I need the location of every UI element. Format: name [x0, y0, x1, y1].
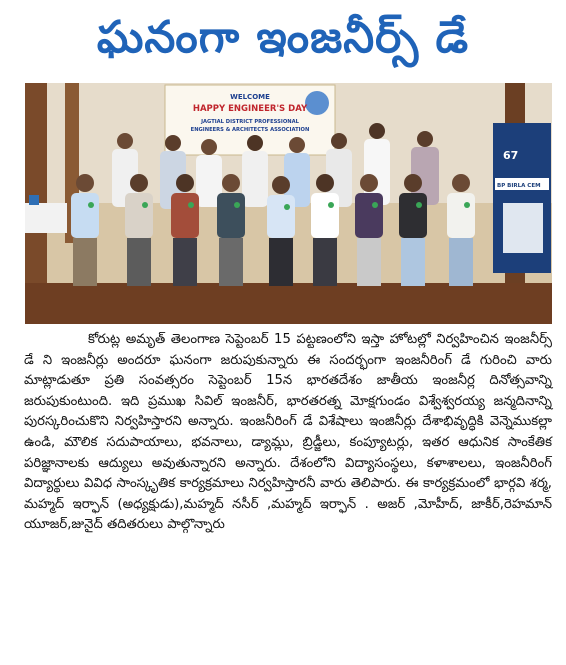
article-paragraph: కోరుట్ల అమృత్ తెలంగాణ సెప్టెంబర్ 15 పట్టణంలోని ఇస్తా హోటల్లో నిర్వహించిన ఇంజనీర్స్ డే ని ఇంజనీర్లు అందరూ ఘనంగా జరుపుకున్నారు ఈ సందర్భంగా ఇంజనీరింగ్ డే గురించి వారు మాట్లాడుతూ ప్రతి సంవత్సరం సెప్టెంబర్ 15న భారతదేశం జాతీయ ఇంజనీర్ల దినోత్సవాన్ని జరుపుకుంటుంది. ఇది ప్రముఖ సివిల్ ఇంజనీర్, భారతరత్న మోక్షగుండం విశ్వేశ్వరయ్య జన్మదినాన్ని పురస్కరించుకొని నిర్వహిస్తారని అన్నారు. ఇంజనీరింగ్ డే విశేషాలు ఇంజినీర్లు దేశాభివృద్ధికి వెన్నెముకల్లా ఉండి, మౌలిక సదుపాయాలు, భవనాలు, డ్యామ్లు, బ్రిడ్జీలు, కంప్యూటర్లు, ఇతర ఆధునిక సాంకేతిక పరిజ్ఞానాలకు ఆద్యులు అవుతున్నారని అన్నారు. దేశంలోని విద్యాసంస్థలు, కళాశాలలు, ఇంజనీరింగ్ విద్యార్థులు వివిధ సాంస్కృతిక కార్యక్రమాలు నిర్వహిస్తారనీ వారు తెలిపారు. ఈ కార్యక్రమంలో భార్గవి శర్మ, మహ్మద్ ఇర్ఫాన్ (అధ్యక్షుడు),మహ్మద్ నసీర్ ,మహ్మద్ ఇర్ఫాన్ . అజర్ ,మోహీద్, జాకీర్,రెహమాన్ యూజర్,జునైద్ తదితరులు పాల్గొన్నారు — [24, 332, 552, 533]
headline: ఘనంగా ఇంజనీర్స్ డే — [96, 12, 470, 63]
banner-welcome: WELCOME — [230, 93, 270, 101]
banner-association-line1: JAGTIAL DISTRICT PROFESSIONAL — [201, 119, 299, 125]
article-body — [24, 330, 552, 662]
banner-association-line2: ENGINEERS & ARCHITECTS ASSOCIATION — [190, 127, 310, 133]
group-photo-illustration — [25, 83, 552, 324]
poster-brand: BP BIRLA CEM — [497, 183, 541, 189]
banner-title: HAPPY ENGINEER'S DAY — [192, 104, 308, 114]
news-photo — [25, 83, 552, 324]
poster-number: 67 — [503, 149, 519, 162]
